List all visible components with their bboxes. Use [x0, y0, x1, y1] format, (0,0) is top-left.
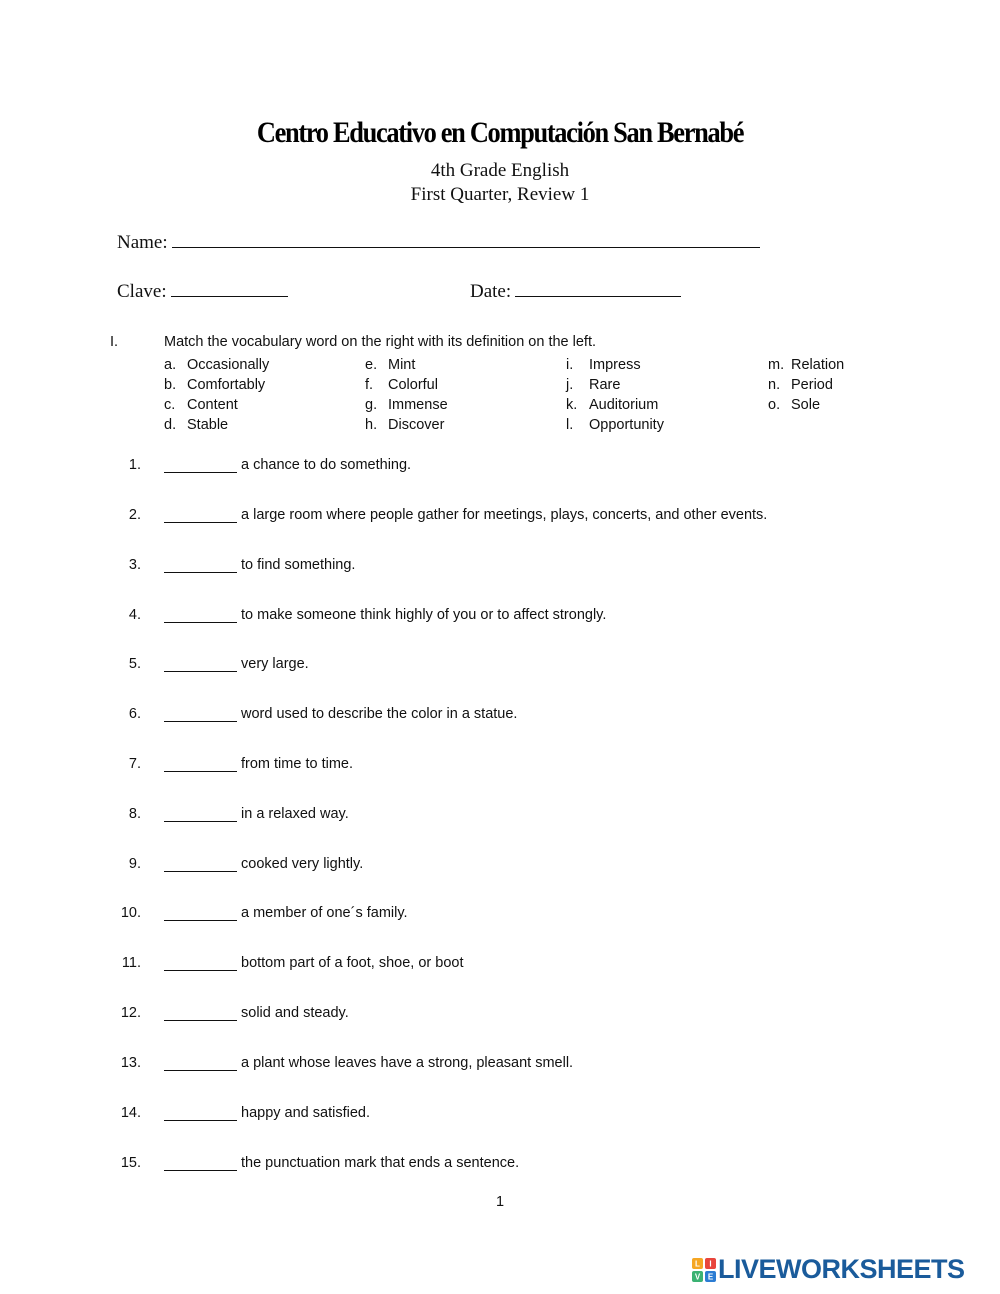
word-text: Auditorium: [589, 397, 659, 413]
answer-blank[interactable]: [164, 559, 237, 573]
question-text: solid and steady.: [241, 1005, 349, 1021]
question-number: 3.: [128, 557, 141, 573]
answer-blank[interactable]: [164, 459, 237, 473]
question-text: to make someone think highly of you or to affect strongly.: [241, 607, 607, 623]
question-number: 12.: [120, 1005, 141, 1021]
question-text: a large room where people gather for meetings, plays, concerts, and other events.: [241, 507, 768, 523]
word-letter: b.: [164, 377, 177, 393]
liveworksheets-brand[interactable]: [692, 1254, 992, 1284]
question-number: 6.: [128, 706, 141, 722]
question-text: the punctuation mark that ends a sentence.: [241, 1155, 520, 1171]
word-bank-item: [164, 397, 238, 413]
word-bank-item: [566, 417, 664, 433]
word-text: Stable: [187, 417, 229, 433]
course-title: 4th Grade English: [430, 160, 570, 181]
word-text: Content: [187, 397, 238, 413]
word-bank-item: [768, 357, 844, 373]
word-text: Impress: [589, 357, 641, 373]
word-text: Immense: [388, 397, 448, 413]
date-label: Date:: [470, 281, 512, 302]
answer-blank[interactable]: [164, 907, 237, 921]
question-text: a chance to do something.: [241, 457, 412, 473]
question-number: 11.: [121, 955, 141, 971]
word-letter: o.: [768, 397, 781, 413]
question-text: a plant whose leaves have a strong, pleasant smell.: [241, 1055, 574, 1071]
question-text: happy and satisfied.: [241, 1105, 370, 1121]
answer-blank[interactable]: [164, 609, 237, 623]
svg-text:E: E: [707, 1272, 714, 1282]
word-letter: l.: [566, 417, 574, 433]
question-text: a member of one´s family.: [241, 905, 408, 921]
question-number: 8.: [128, 806, 141, 822]
question-number: 1.: [128, 457, 141, 473]
question-text: from time to time.: [241, 756, 353, 772]
word-text: Opportunity: [589, 417, 664, 433]
question-number: 4.: [128, 607, 141, 623]
svg-text:V: V: [694, 1272, 701, 1282]
answer-blank[interactable]: [164, 509, 237, 523]
answer-blank[interactable]: [164, 808, 237, 822]
word-letter: e.: [365, 357, 378, 373]
answer-blank[interactable]: [164, 1057, 237, 1071]
brand-text: LIVEWORKSHEETS: [718, 1254, 965, 1284]
answer-blank[interactable]: [164, 957, 237, 971]
question-number: 9.: [128, 856, 141, 872]
answer-blank[interactable]: [164, 1007, 237, 1021]
question-text: in a relaxed way.: [241, 806, 349, 822]
answer-blank[interactable]: [164, 858, 237, 872]
word-letter: n.: [768, 377, 781, 393]
clave-field: [117, 278, 288, 303]
question-text: very large.: [241, 656, 309, 672]
word-bank-item: [566, 397, 658, 413]
name-label: Name:: [117, 232, 168, 253]
word-bank-item: [365, 397, 448, 413]
word-letter: d.: [164, 417, 177, 433]
word-bank-item: [164, 357, 269, 373]
word-letter: j.: [566, 377, 574, 393]
answer-blank[interactable]: [164, 658, 237, 672]
answer-blank[interactable]: [164, 708, 237, 722]
word-letter: a.: [164, 357, 177, 373]
word-text: Discover: [388, 417, 445, 433]
date-input-line[interactable]: [515, 278, 681, 297]
question-number: 10.: [120, 905, 141, 921]
word-bank-item: [566, 357, 641, 373]
question-text: bottom part of a foot, shoe, or boot: [241, 955, 464, 971]
question-number: 2.: [128, 507, 141, 523]
word-bank-item: [164, 417, 228, 433]
word-text: Sole: [791, 397, 821, 413]
word-text: Occasionally: [187, 357, 270, 373]
answer-blank[interactable]: [164, 1157, 237, 1171]
question-number: 13.: [120, 1055, 141, 1071]
question-text: cooked very lightly.: [241, 856, 364, 872]
clave-input-line[interactable]: [171, 278, 288, 297]
section-number: I.: [110, 334, 119, 350]
question-text: word used to describe the color in a statue.: [241, 706, 518, 722]
word-bank-item: [365, 357, 415, 373]
section-instructions: Match the vocabulary word on the right with its definition on the left.: [164, 334, 597, 350]
svg-text:L: L: [695, 1259, 700, 1269]
answer-blank[interactable]: [164, 1107, 237, 1121]
liveworksheets-logo-icon: [692, 1258, 716, 1282]
svg-text:I: I: [709, 1259, 712, 1269]
word-bank-item: [768, 397, 820, 413]
school-title: Centro Educativo en Computación San Bernabé: [256, 116, 744, 149]
word-letter: g.: [365, 397, 378, 413]
page-number: 1: [495, 1194, 505, 1210]
word-letter: m.: [768, 357, 785, 373]
word-bank-item: [365, 377, 438, 393]
word-letter: c.: [164, 397, 176, 413]
word-bank-item: [164, 377, 265, 393]
word-letter: k.: [566, 397, 578, 413]
word-text: Mint: [388, 357, 416, 373]
question-text: to find something.: [241, 557, 356, 573]
question-number: 7.: [128, 756, 141, 772]
name-input-line[interactable]: [172, 229, 760, 248]
question-number: 5.: [128, 656, 141, 672]
answer-blank[interactable]: [164, 758, 237, 772]
name-field: [117, 229, 760, 254]
word-letter: h.: [365, 417, 378, 433]
word-text: Colorful: [388, 377, 438, 393]
word-text: Rare: [589, 377, 621, 393]
word-text: Relation: [791, 357, 845, 373]
question-number: 14.: [120, 1105, 141, 1121]
review-title: First Quarter, Review 1: [410, 184, 590, 205]
question-number: 15.: [120, 1155, 141, 1171]
word-letter: f.: [365, 377, 374, 393]
word-text: Period: [791, 377, 833, 393]
word-letter: i.: [566, 357, 574, 373]
word-text: Comfortably: [187, 377, 266, 393]
date-field: [470, 278, 681, 303]
word-bank: [164, 357, 884, 439]
clave-label: Clave:: [117, 281, 167, 302]
word-bank-item: [768, 377, 833, 393]
word-bank-item: [365, 417, 444, 433]
word-bank-item: [566, 377, 620, 393]
